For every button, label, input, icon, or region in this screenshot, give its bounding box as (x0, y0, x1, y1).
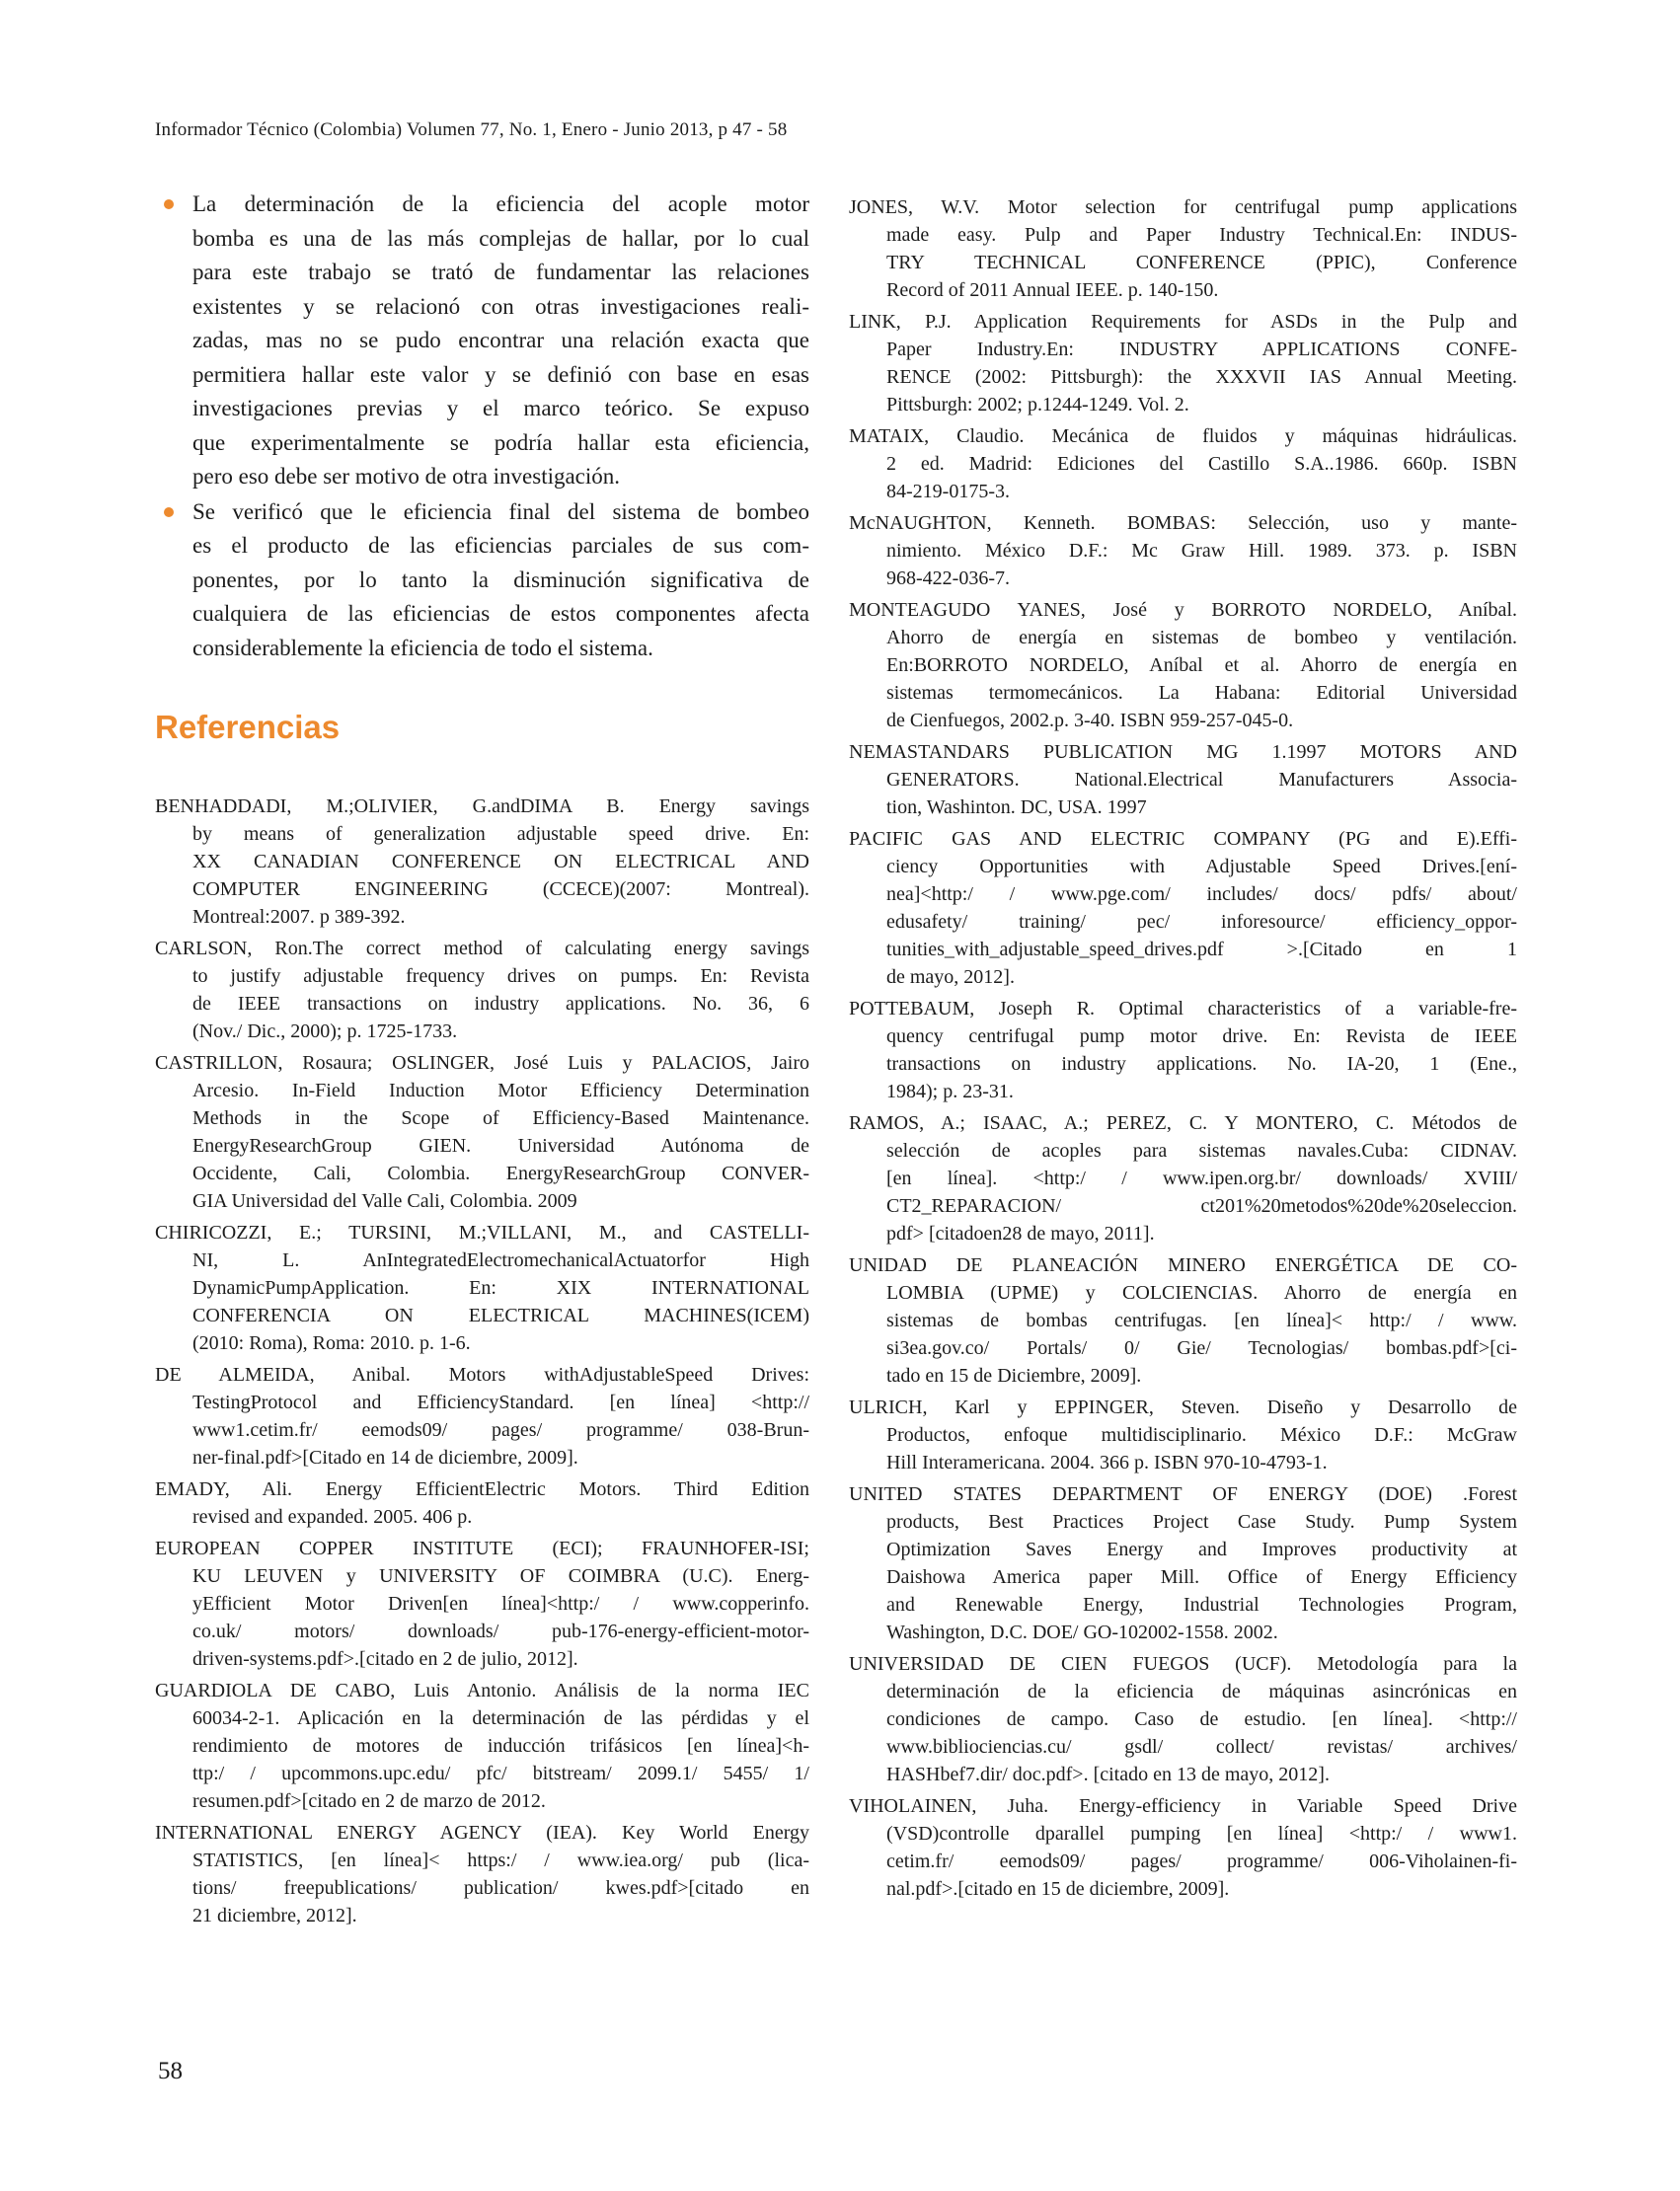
text-line: JONES, W.V. Motor selection for centrifugal pump applications (849, 196, 1517, 218)
reference-entry (849, 1109, 1517, 1247)
text-line: considerablemente la eficiencia de todo el sistema. (192, 635, 653, 660)
text-line: (VSD)controlle dparallel pumping [en línea] <http:/ / www1. (886, 1823, 1517, 1845)
text-line: Productos, enfoque multidisciplinario. México D.F.: McGraw (886, 1424, 1517, 1446)
text-line: tado en 15 de Diciembre, 2009]. (886, 1365, 1142, 1387)
text-line: ttp:/ / upcommons.upc.edu/ pfc/ bitstream/ 2099.1/ 5455/ 1/ (192, 1763, 809, 1784)
text-line: Daishowa America paper Mill. Office of Energy Efficiency (886, 1566, 1517, 1588)
reference-entry (849, 1251, 1517, 1390)
text-line: 21 diciembre, 2012]. (192, 1905, 357, 1927)
text-line: de Cienfuegos, 2002.p. 3-40. ISBN 959-257-045-0. (886, 710, 1294, 731)
text-line: pero eso debe ser motivo de otra investigación. (192, 464, 621, 489)
text-line: Optimization Saves Energy and Improves productivity at (886, 1539, 1517, 1560)
text-line: existentes y se relacionó con otras investigaciones reali- (192, 293, 809, 319)
text-line: www.bibliociencias.cu/ gsdl/ collect/ revistas/ archives/ (886, 1736, 1517, 1758)
text-line: RENCE (2002: Pittsburgh): the XXXVII IAS Annual Meeting. (886, 366, 1517, 388)
text-line: CHIRICOZZI, E.; TURSINI, M.;VILLANI, M., and CASTELLI- (155, 1222, 809, 1244)
text-line: determinación de la eficiencia de máquinas asincrónicas en (886, 1681, 1517, 1702)
text-line: transactions on industry applications. No. IA-20, 1 (Ene., (886, 1053, 1517, 1075)
reference-entry (849, 1650, 1517, 1788)
running-header: Informador Técnico (Colombia) Volumen 77, No. 1, Enero - Junio 2013, p 47 - 58 (155, 119, 788, 140)
text-line: INTERNATIONAL ENERGY AGENCY (IEA). Key World Energy (155, 1822, 809, 1844)
text-line: XX CANADIAN CONFERENCE ON ELECTRICAL AND (192, 851, 809, 872)
text-line: CONFERENCIA ON ELECTRICAL MACHINES(ICEM) (192, 1305, 809, 1326)
text-line: Arcesio. In-Field Induction Motor Efficiency Determination (192, 1080, 809, 1101)
text-line: La determinación de la eficiencia del acople motor (192, 191, 809, 216)
reference-entry (155, 1535, 809, 1673)
reference-entry (849, 1792, 1517, 1903)
text-line: tions/ freepublications/ publication/ kwes.pdf>[citado en (192, 1877, 809, 1899)
text-line: si3ea.gov.co/ Portals/ 0/ Gie/ Tecnologias/ bombas.pdf>[ci- (886, 1337, 1517, 1359)
text-line: condiciones de campo. Caso de estudio. [en línea]. <http:// (886, 1708, 1517, 1730)
text-line: ponentes, por lo tanto la disminución significativa de (192, 567, 809, 592)
text-line: to justify adjustable frequency drives on pumps. En: Revista (192, 965, 809, 987)
text-line: selección de acoples para sistemas navales.Cuba: CIDNAV. (886, 1140, 1517, 1162)
text-line: EUROPEAN COPPER INSTITUTE (ECI); FRAUNHOFER-ISI; (155, 1538, 809, 1559)
text-line: cetim.fr/ eemods09/ pages/ programme/ 006-Viholainen-fi- (886, 1851, 1517, 1872)
text-line: bomba es una de las más complejas de hallar, por lo cual (192, 225, 809, 251)
text-line: EMADY, Ali. Energy EfficientElectric Motors. Third Edition (155, 1478, 809, 1500)
text-line: UNIDAD DE PLANEACIÓN MINERO ENERGÉTICA DE CO- (849, 1254, 1517, 1276)
text-line: permitiera hallar este valor y se definió con base en esas (192, 361, 809, 387)
text-line: nal.pdf>.[citado en 15 de diciembre, 2009]. (886, 1878, 1230, 1900)
text-line: que experimentalmente se podría hallar esta eficiencia, (192, 429, 809, 455)
text-line: and Renewable Energy, Industrial Technologies Program, (886, 1594, 1517, 1616)
text-line: 2 ed. Madrid: Ediciones del Castillo S.A..1986. 660p. ISBN (886, 453, 1517, 475)
text-line: sistemas termomecánicos. La Habana: Editorial Universidad (886, 682, 1517, 704)
text-line: NI, L. AnIntegratedElectromechanicalActuatorfor High (192, 1249, 809, 1271)
reference-entry (155, 1361, 809, 1472)
text-line: BENHADDADI, M.;OLIVIER, G.andDIMA B. Energy savings (155, 795, 809, 817)
text-line: nimiento. México D.F.: Mc Graw Hill. 1989. 373. p. ISBN (886, 540, 1517, 562)
text-line: de mayo, 2012]. (886, 966, 1015, 988)
text-line: quency centrifugal pump motor drive. En: Revista de IEEE (886, 1025, 1517, 1047)
text-line: www1.cetim.fr/ eemods09/ pages/ programme/ 038-Brun- (192, 1419, 809, 1441)
text-line: MONTEAGUDO YANES, José y BORROTO NORDELO, Aníbal. (849, 599, 1517, 621)
text-line: rendimiento de motores de inducción trifásicos [en línea]<h- (192, 1735, 809, 1757)
text-line: Occidente, Cali, Colombia. EnergyResearchGroup CONVER- (192, 1163, 809, 1184)
text-line: EnergyResearchGroup GIEN. Universidad Autónoma de (192, 1135, 809, 1157)
reference-entry (849, 193, 1517, 304)
text-line: cualquiera de las eficiencias de estos componentes afecta (192, 601, 809, 626)
reference-entry (155, 1677, 809, 1815)
right-column (849, 193, 1517, 1907)
bullet-item (192, 188, 809, 494)
reference-entry (849, 738, 1517, 821)
text-line: (Nov./ Dic., 2000); p. 1725-1733. (192, 1020, 458, 1042)
text-line: GENERATORS. National.Electrical Manufacturers Associa- (886, 769, 1517, 791)
text-line: UNIVERSIDAD DE CIEN FUEGOS (UCF). Metodología para la (849, 1653, 1517, 1675)
text-line: Montreal:2007. p 389-392. (192, 906, 406, 928)
text-line: para este trabajo se trató de fundamentar las relaciones (192, 260, 809, 284)
reference-entry (849, 422, 1517, 505)
text-line: by means of generalization adjustable speed drive. En: (192, 823, 809, 845)
reference-entry (155, 793, 809, 931)
text-line: HASHbef7.dir/ doc.pdf>. [citado en 13 de mayo, 2012]. (886, 1764, 1330, 1785)
text-line: STATISTICS, [en línea]< https:/ / www.iea.org/ pub (lica- (192, 1850, 809, 1871)
text-line: POTTEBAUM, Joseph R. Optimal characteristics of a variable-fre- (849, 998, 1517, 1020)
text-line: TestingProtocol and EfficiencyStandard. [en línea] <http:// (192, 1392, 809, 1413)
text-line: 968-422-036-7. (886, 567, 1010, 589)
text-line: ULRICH, Karl y EPPINGER, Steven. Diseño y Desarrollo de (849, 1397, 1517, 1418)
text-line: COMPUTER ENGINEERING (CCECE)(2007: Montreal). (192, 878, 809, 900)
references-list-left (155, 793, 809, 1929)
text-line: co.uk/ motors/ downloads/ pub-176-energy-efficient-motor- (192, 1621, 809, 1642)
text-line: edusafety/ training/ pec/ inforesource/ efficiency_oppor- (886, 911, 1517, 933)
reference-entry (849, 1394, 1517, 1476)
text-line: tion, Washinton. DC, USA. 1997 (886, 796, 1147, 818)
text-line: TRY TECHNICAL CONFERENCE (PPIC), Conference (886, 252, 1517, 273)
text-line: ciency Opportunities with Adjustable Speed Drives.[ení- (886, 856, 1517, 877)
text-line: LINK, P.J. Application Requirements for ASDs in the Pulp and (849, 311, 1517, 333)
text-line: RAMOS, A.; ISAAC, A.; PEREZ, C. Y MONTERO, C. Métodos de (849, 1112, 1517, 1134)
text-line: products, Best Practices Project Case Study. Pump System (886, 1511, 1517, 1533)
bullet-item (192, 495, 809, 666)
text-line: Methods in the Scope of Efficiency-Based Maintenance. (192, 1107, 809, 1129)
text-line: GUARDIOLA DE CABO, Luis Antonio. Análisis de la norma IEC (155, 1680, 809, 1701)
text-line: NEMASTANDARS PUBLICATION MG 1.1997 MOTORS AND (849, 741, 1517, 763)
text-line: sistemas de bombas centrifugas. [en línea]< http:/ / www. (886, 1310, 1517, 1331)
reference-entry (849, 596, 1517, 734)
reference-entry (849, 509, 1517, 592)
text-line: VIHOLAINEN, Juha. Energy-efficiency in Variable Speed Drive (849, 1795, 1517, 1817)
left-column (155, 188, 809, 1933)
text-line: KU LEUVEN y UNIVERSITY OF COIMBRA (U.C). Energ- (192, 1565, 809, 1587)
text-line: DE ALMEIDA, Anibal. Motors withAdjustableSpeed Drives: (155, 1364, 809, 1386)
text-line: (2010: Roma), Roma: 2010. p. 1-6. (192, 1332, 471, 1354)
references-list-right (849, 193, 1517, 1903)
text-line: LOMBIA (UPME) y COLCIENCIAS. Ahorro de energía en (886, 1282, 1517, 1304)
reference-entry (155, 1049, 809, 1215)
text-line: GIA Universidad del Valle Cali, Colombia. 2009 (192, 1190, 577, 1212)
text-line: nea]<http:/ / www.pge.com/ includes/ docs/ pdfs/ about/ (886, 883, 1517, 905)
text-line: Se verificó que le eficiencia final del sistema de bombeo (192, 498, 809, 524)
text-line: made easy. Pulp and Paper Industry Technical.En: INDUS- (886, 224, 1517, 246)
text-line: McNAUGHTON, Kenneth. BOMBAS: Selección, uso y mante- (849, 512, 1517, 534)
text-line: 1984); p. 23-31. (886, 1081, 1014, 1102)
text-line: resumen.pdf>[citado en 2 de marzo de 2012. (192, 1790, 546, 1812)
page-number: 58 (158, 2058, 183, 2084)
text-line: revised and expanded. 2005. 406 p. (192, 1506, 473, 1528)
text-line: Washington, D.C. DOE/ GO-102002-1558. 2002. (886, 1622, 1278, 1643)
text-line: UNITED STATES DEPARTMENT OF ENERGY (DOE) .Forest (849, 1483, 1517, 1505)
reference-entry (155, 935, 809, 1045)
reference-entry (849, 995, 1517, 1105)
text-line: pdf> [citadoen28 de mayo, 2011]. (886, 1223, 1155, 1245)
text-line: yEfficient Motor Driven[en línea]<http:/ / www.copperinfo. (192, 1593, 809, 1615)
text-line: Hill Interamericana. 2004. 366 p. ISBN 970-10-4793-1. (886, 1452, 1328, 1473)
text-line: CARLSON, Ron.The correct method of calculating energy savings (155, 938, 809, 959)
reference-entry (849, 825, 1517, 991)
text-line: es el producto de las eficiencias parciales de sus com- (192, 533, 809, 558)
text-line: CASTRILLON, Rosaura; OSLINGER, José Luis y PALACIOS, Jairo (155, 1052, 809, 1074)
text-line: DynamicPumpApplication. En: XIX INTERNATIONAL (192, 1277, 809, 1299)
text-line: zadas, mas no se pudo encontrar una relación exacta que (192, 328, 809, 352)
text-line: Record of 2011 Annual IEEE. p. 140-150. (886, 279, 1219, 301)
text-line: investigaciones previas y el marco teórico. Se expuso (192, 396, 809, 420)
references-heading: Referencias (155, 709, 341, 745)
text-line: 84-219-0175-3. (886, 481, 1010, 502)
text-line: ner-final.pdf>[Citado en 14 de diciembre, 2009]. (192, 1447, 578, 1469)
reference-entry (849, 308, 1517, 418)
text-line: 60034-2-1. Aplicación en la determinación de las pérdidas y el (192, 1707, 809, 1729)
text-line: Ahorro de energía en sistemas de bombeo y ventilación. (886, 627, 1517, 648)
text-line: [en línea]. <http:/ / www.ipen.org.br/ downloads/ XVIII/ (886, 1168, 1517, 1189)
text-line: MATAIX, Claudio. Mecánica de fluidos y máquinas hidráulicas. (849, 425, 1517, 447)
text-line: de IEEE transactions on industry applications. No. 36, 6 (192, 993, 809, 1015)
text-line: CT2_REPARACION/ ct201%20metodos%20de%20seleccion. (886, 1195, 1517, 1217)
text-line: Pittsburgh: 2002; p.1244-1249. Vol. 2. (886, 394, 1189, 416)
reference-entry (155, 1819, 809, 1929)
text-line: tunities_with_adjustable_speed_drives.pdf >.[Citado en 1 (886, 939, 1517, 960)
text-line: driven-systems.pdf>.[citado en 2 de julio, 2012]. (192, 1648, 578, 1670)
reference-entry (155, 1475, 809, 1531)
conclusion-bullet-list (155, 188, 809, 665)
text-line: En:BORROTO NORDELO, Aníbal et al. Ahorro de energía en (886, 654, 1517, 676)
reference-entry (155, 1219, 809, 1357)
reference-entry (849, 1480, 1517, 1646)
text-line: Paper Industry.En: INDUSTRY APPLICATIONS CONFE- (886, 339, 1517, 360)
text-line: PACIFIC GAS AND ELECTRIC COMPANY (PG and E).Effi- (849, 828, 1517, 850)
